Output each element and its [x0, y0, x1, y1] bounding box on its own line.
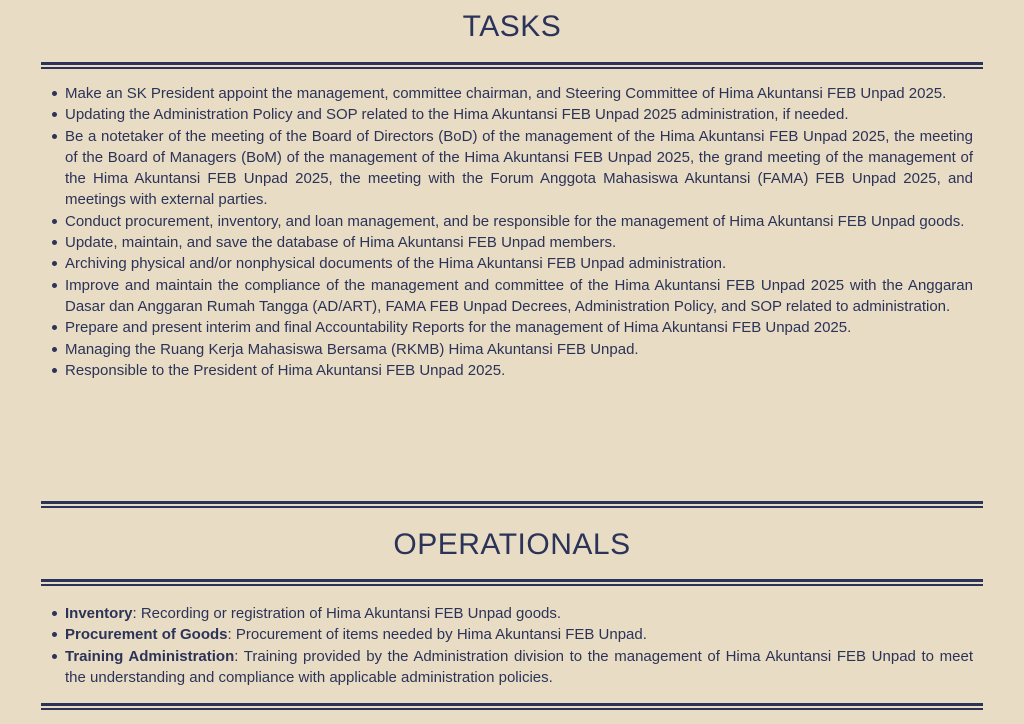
- list-item: Updating the Administration Policy and SOP related to the Hima Akuntansi FEB Unpad 2025 administration, if needed.: [65, 104, 973, 125]
- list-item: [65, 646, 973, 689]
- operationals-bottom-divider: [41, 703, 983, 710]
- operationals-top-divider: [41, 579, 983, 586]
- operationals-list: [65, 603, 973, 688]
- list-item: Managing the Ruang Kerja Mahasiswa Bersama (RKMB) Hima Akuntansi FEB Unpad.: [65, 339, 973, 360]
- item-term: Inventory: [65, 605, 133, 622]
- item-description: : Procurement of items needed by Hima Akuntansi FEB Unpad.: [227, 626, 647, 644]
- list-item: Prepare and present interim and final Accountability Reports for the management of Hima Akuntansi FEB Unpad 2025.: [65, 317, 973, 338]
- list-item: [65, 603, 973, 624]
- list-item: Be a notetaker of the meeting of the Board of Directors (BoD) of the management of the Hima Akuntansi FEB Unpad 2025, the meeting of the Board of Managers (BoM) of the management of the Hima Akuntansi FEB Unpad 2025, the grand meeting of the management of the Hima Akuntansi FEB Unpad 2025, the meeting with the Forum Anggota Mahasiswa Akuntansi (FAMA) FEB Unpad 2025, and meetings with external parties.: [65, 126, 973, 211]
- tasks-list: [65, 83, 973, 381]
- list-item: Improve and maintain the compliance of the management and committee of the Hima Akuntansi FEB Unpad 2025 with the Anggaran Dasar dan Anggaran Rumah Tangga (AD/ART), FAMA FEB Unpad Decrees, Administration Policy, and SOP related to administration.: [65, 275, 973, 318]
- list-item: Archiving physical and/or nonphysical documents of the Hima Akuntansi FEB Unpad administration.: [65, 253, 973, 274]
- item-term: Procurement of Goods: [65, 626, 228, 644]
- tasks-heading: TASKS: [462, 10, 562, 43]
- list-item: Conduct procurement, inventory, and loan management, and be responsible for the management of Hima Akuntansi FEB Unpad goods.: [65, 211, 973, 232]
- item-term: Training Administration: [65, 647, 235, 665]
- item-description: : Recording or registration of Hima Akuntansi FEB Unpad goods.: [132, 605, 562, 622]
- tasks-bottom-divider: [41, 501, 983, 508]
- item-description: : Training provided by the Administration division to the management of Hima Akuntansi FEB Unpad to meet the understanding and compliance with applicable administration policies.: [65, 647, 973, 686]
- list-item: Make an SK President appoint the management, committee chairman, and Steering Committee of Hima Akuntansi FEB Unpad 2025.: [65, 83, 973, 104]
- list-item: Responsible to the President of Hima Akuntansi FEB Unpad 2025.: [65, 360, 973, 381]
- tasks-top-divider: [41, 62, 983, 69]
- list-item: Update, maintain, and save the database of Hima Akuntansi FEB Unpad members.: [65, 232, 973, 253]
- list-item: [65, 624, 973, 645]
- operationals-heading: OPERATIONALS: [393, 528, 631, 561]
